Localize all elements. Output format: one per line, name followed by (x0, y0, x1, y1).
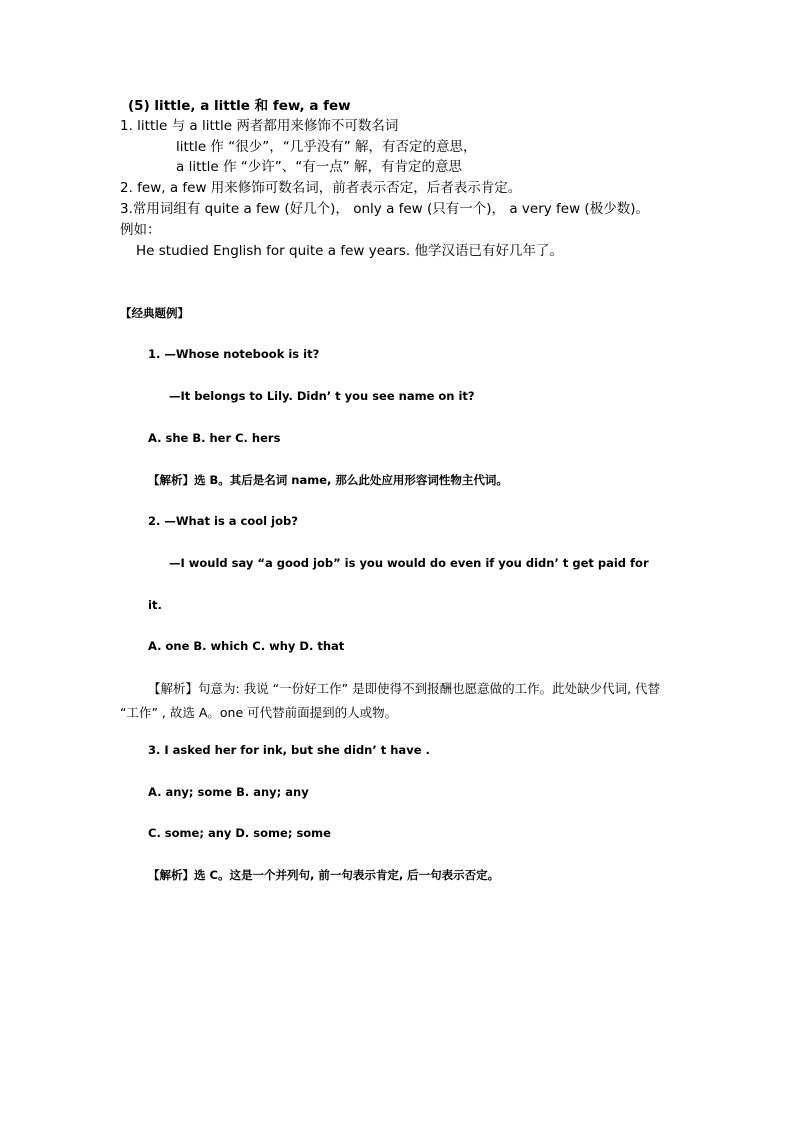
q3-stem: 3. I asked her for ink, but she didn’ t have . (148, 743, 430, 757)
q2-analysis: 【解析】句意为: 我说 “一份好工作” 是即使得不到报酬也愿意做的工作。此处缺少代词, 代替 “工作” , 故选 A。one 可代替前面提到的人或物。 (120, 681, 661, 720)
rule-1-little: little 作 “很少”，“几乎没有” 解，有否定的意思， (176, 139, 477, 155)
q2-response-cont: it. (148, 598, 162, 612)
rule-2: 2. few, a few 用来修饰可数名词，前者表示否定，后者表示肯定。 (120, 180, 522, 196)
examples-title: 【经典题例】 (120, 306, 189, 320)
q2-stem: 2. —What is a cool job? (148, 514, 298, 528)
q3-analysis: 【解析】选 C。这是一个并列句, 前一句表示肯定, 后一句表示否定。 (148, 868, 500, 882)
q2-response: —I would say “a good job” is you would do even if you didn’ t get paid for (169, 556, 649, 570)
rule-3: 3.常用词组有 quite a few (好几个)， only a few (只有一个)， a very few (极少数)。 (120, 201, 649, 217)
q1-response: —It belongs to Lily. Didn’ t you see name on it? (169, 389, 475, 403)
q1-options: A. she B. her C. hers (148, 431, 281, 445)
q1-stem: 1. —Whose notebook is it? (148, 347, 320, 361)
example-sentence: He studied English for quite a few years. 他学汉语已有好几年了。 (136, 243, 563, 259)
q2-options: A. one B. which C. why D. that (148, 639, 345, 653)
q1-analysis: 【解析】选 B。其后是名词 name, 那么此处应用形容词性物主代词。 (148, 473, 508, 487)
q3-options-cd: C. some; any D. some; some (148, 826, 331, 840)
section-heading: (5) little, a little 和 few, a few (128, 98, 351, 114)
rule-1-a-little: a little 作 “少许”、“有一点” 解，有肯定的意思 (176, 159, 463, 175)
example-label: 例如： (120, 222, 161, 238)
q3-options-ab: A. any; some B. any; any (148, 785, 309, 799)
rule-1: 1. little 与 a little 两者都用来修饰不可数名词 (120, 118, 399, 134)
